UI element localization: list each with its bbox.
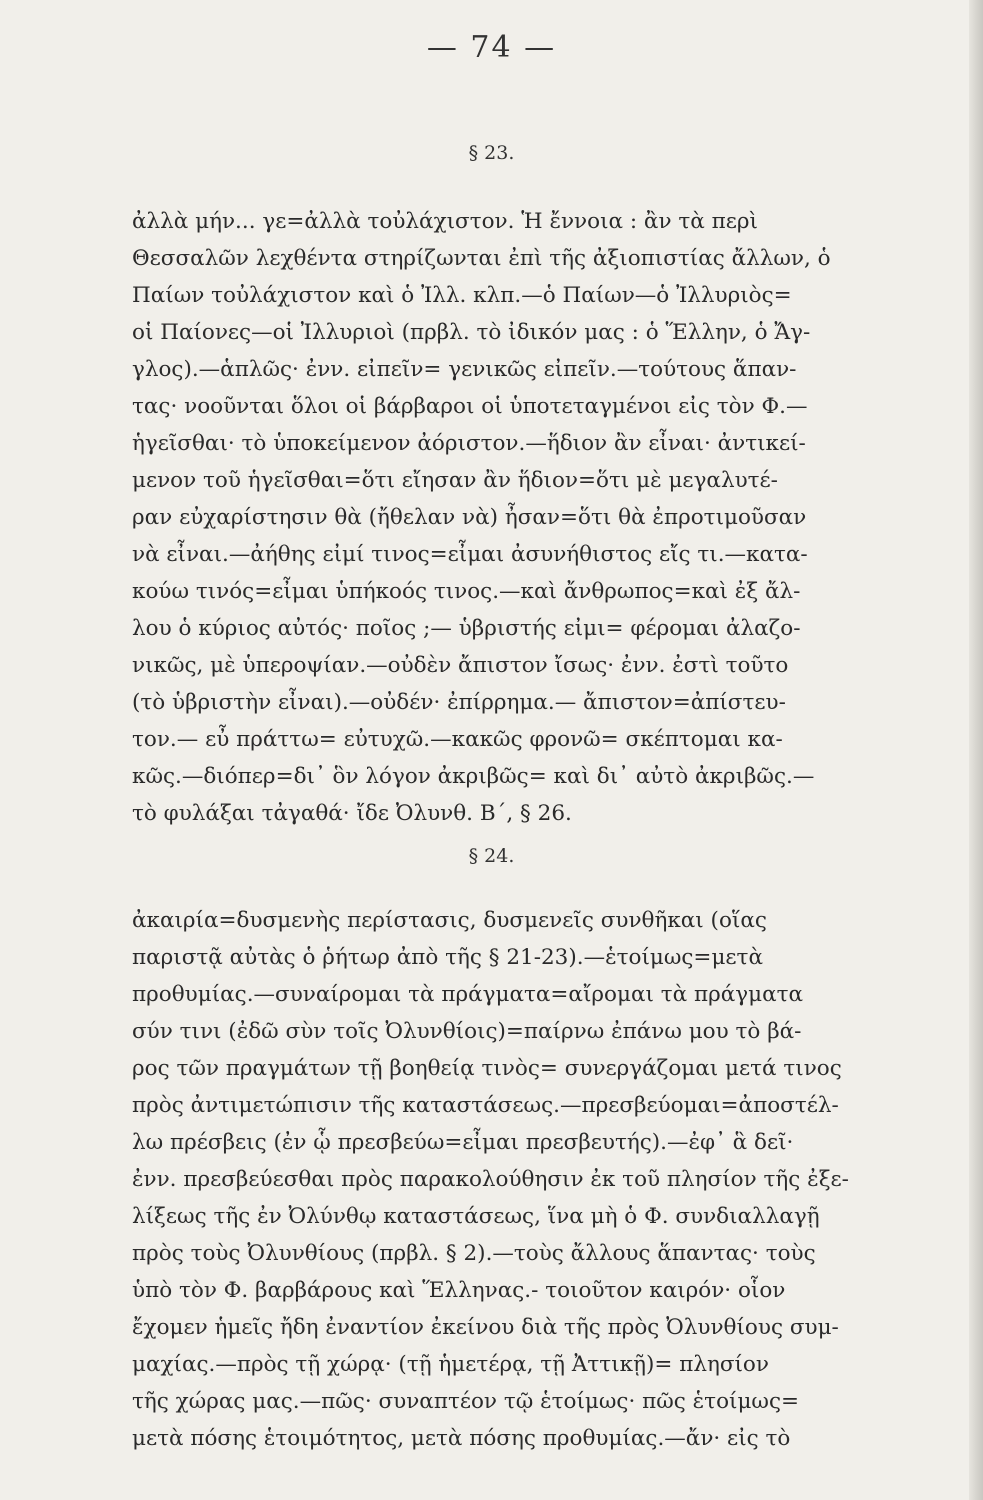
section-text-23: [132, 203, 910, 832]
text-line: λω πρέσβεις (ἐν ᾧ πρεσβεύω=εἶμαι πρεσβευτής).—ἐφ᾿ ἃ δεῖ·: [132, 1130, 794, 1155]
text-line: μαχίας.—πρὸς τῇ χώρᾳ· (τῇ ἡμετέρᾳ, τῇ Ἀττικῇ)= πλησίον: [132, 1352, 769, 1377]
text-line: τον.— εὖ πράττω= εὐτυχῶ.—κακῶς φρονῶ= σκέπτομαι κα-: [132, 727, 783, 752]
text-line: τας· νοοῦνται ὅλοι οἱ βάρβαροι οἱ ὑποτεταγμένοι εἰς τὸν Φ.—: [132, 394, 808, 419]
text-line: ἀκαιρία=δυσμενὴς περίστασις, δυσμενεῖς συνθῆκαι (οἵας: [132, 908, 767, 933]
text-line: γλος).—ἁπλῶς· ἐνν. εἰπεῖν= γενικῶς εἰπεῖν.—τούτους ἅπαν-: [132, 357, 797, 382]
text-line: ραν εὐχαρίστησιν θὰ (ἤθελαν νὰ) ἦσαν=ὅτι θὰ ἐπροτιμοῦσαν: [132, 505, 807, 530]
text-line: πρὸς τοὺς Ὀλυνθίους (πρβλ. § 2).—τοὺς ἄλλους ἅπαντας· τοὺς: [132, 1241, 816, 1266]
section-heading: § 23.: [468, 142, 515, 164]
text-line: Παίων τοὐλάχιστον καὶ ὁ Ἰλλ. κλπ.—ὁ Παίων—ὁ Ἰλλυριὸς=: [132, 283, 792, 308]
text-line: νὰ εἶναι.—ἀήθης εἰμί τινος=εἶμαι ἀσυνήθιστος εἴς τι.—κατα-: [132, 542, 808, 567]
section-text-24: [132, 902, 910, 1457]
text-line: (τὸ ὑβριστὴν εἶναι).—οὐδέν· ἐπίρρημα.— ἄπιστον=ἀπίστευ-: [132, 690, 786, 715]
text-line: τὸ φυλάξαι τἀγαθά· ἴδε Ὀλυνθ. Β΄, § 26.: [132, 801, 572, 826]
text-line: ἡγεῖσθαι· τὸ ὑποκείμενον ἀόριστον.—ἥδιον ἂν εἶναι· ἀντικεί-: [132, 431, 806, 456]
text-line: ἔχομεν ἡμεῖς ἤδη ἐναντίον ἐκείνου διὰ τῆς πρὸς Ὀλυνθίους συμ-: [132, 1315, 839, 1340]
text-line: κούω τινός=εἶμαι ὑπήκοός τινος.—καὶ ἄνθρωπος=καὶ ἐξ ἄλ-: [132, 579, 801, 604]
text-line: προθυμίας.—συναίρομαι τὰ πράγματα=αἴρομαι τὰ πράγματα: [132, 982, 804, 1007]
text-line: οἱ Παίονες—οἱ Ἰλλυριοὶ (πρβλ. τὸ ἰδικόν μας : ὁ Ἕλλην, ὁ Ἄγ-: [132, 320, 811, 345]
text-line: λου ὁ κύριος αὐτός· ποῖος ;— ὑβριστής εἰμι= φέρομαι ἀλαζο-: [132, 616, 801, 641]
text-line: παριστᾷ αὐτὰς ὁ ῥήτωρ ἀπὸ τῆς § 21-23).—ἑτοίμως=μετὰ: [132, 945, 763, 970]
page-number: — 74 —: [426, 30, 557, 65]
page-edge: [969, 0, 983, 1500]
text-line: τῆς χώρας μας.—πῶς· συναπτέον τῷ ἑτοίμως· πῶς ἑτοίμως=: [132, 1389, 800, 1414]
text-line: ἐνν. πρεσβεύεσθαι πρὸς παρακολούθησιν ἐκ τοῦ πλησίον τῆς ἐξε-: [132, 1167, 849, 1192]
section-heading: § 24.: [468, 845, 515, 867]
text-line: κῶς.—διόπερ=δι᾿ ὃν λόγον ἀκριβῶς= καὶ δι᾿ αὐτὸ ἀκριβῶς.—: [132, 764, 815, 789]
text-line: ἀλλὰ μήν... γε=ἀλλὰ τοὐλάχιστον. Ἡ ἔννοια : ἂν τὰ περὶ: [132, 209, 758, 234]
text-line: λίξεως τῆς ἐν Ὀλύνθῳ καταστάσεως, ἵνα μὴ ὁ Φ. συνδιαλλαγῇ: [132, 1204, 820, 1229]
text-line: μενον τοῦ ἡγεῖσθαι=ὅτι εἴησαν ἂν ἥδιον=ὅτι μὲ μεγαλυτέ-: [132, 468, 778, 493]
text-line: Θεσσαλῶν λεχθέντα στηρίζωνται ἐπὶ τῆς ἀξιοπιστίας ἄλλων, ὁ: [132, 246, 831, 271]
text-line: ὑπὸ τὸν Φ. βαρβάρους καὶ Ἕλληνας.- τοιοῦτον καιρόν· οἷον: [132, 1278, 786, 1303]
text-line: νικῶς, μὲ ὑπεροψίαν.—οὐδὲν ἄπιστον ἴσως· ἐνν. ἐστὶ τοῦτο: [132, 653, 789, 678]
text-line: μετὰ πόσης ἑτοιμότητος, μετὰ πόσης προθυμίας.—ἄν· εἰς τὸ: [132, 1426, 791, 1451]
text-line: ρος τῶν πραγμάτων τῇ βοηθείᾳ τινὸς= συνεργάζομαι μετά τινος: [132, 1056, 842, 1081]
text-line: σύν τινι (ἐδῶ σὺν τοῖς Ὀλυνθίοις)=παίρνω ἐπάνω μου τὸ βά-: [132, 1019, 802, 1044]
text-line: πρὸς ἀντιμετώπισιν τῆς καταστάσεως.—πρεσβεύομαι=ἀποστέλ-: [132, 1093, 839, 1118]
